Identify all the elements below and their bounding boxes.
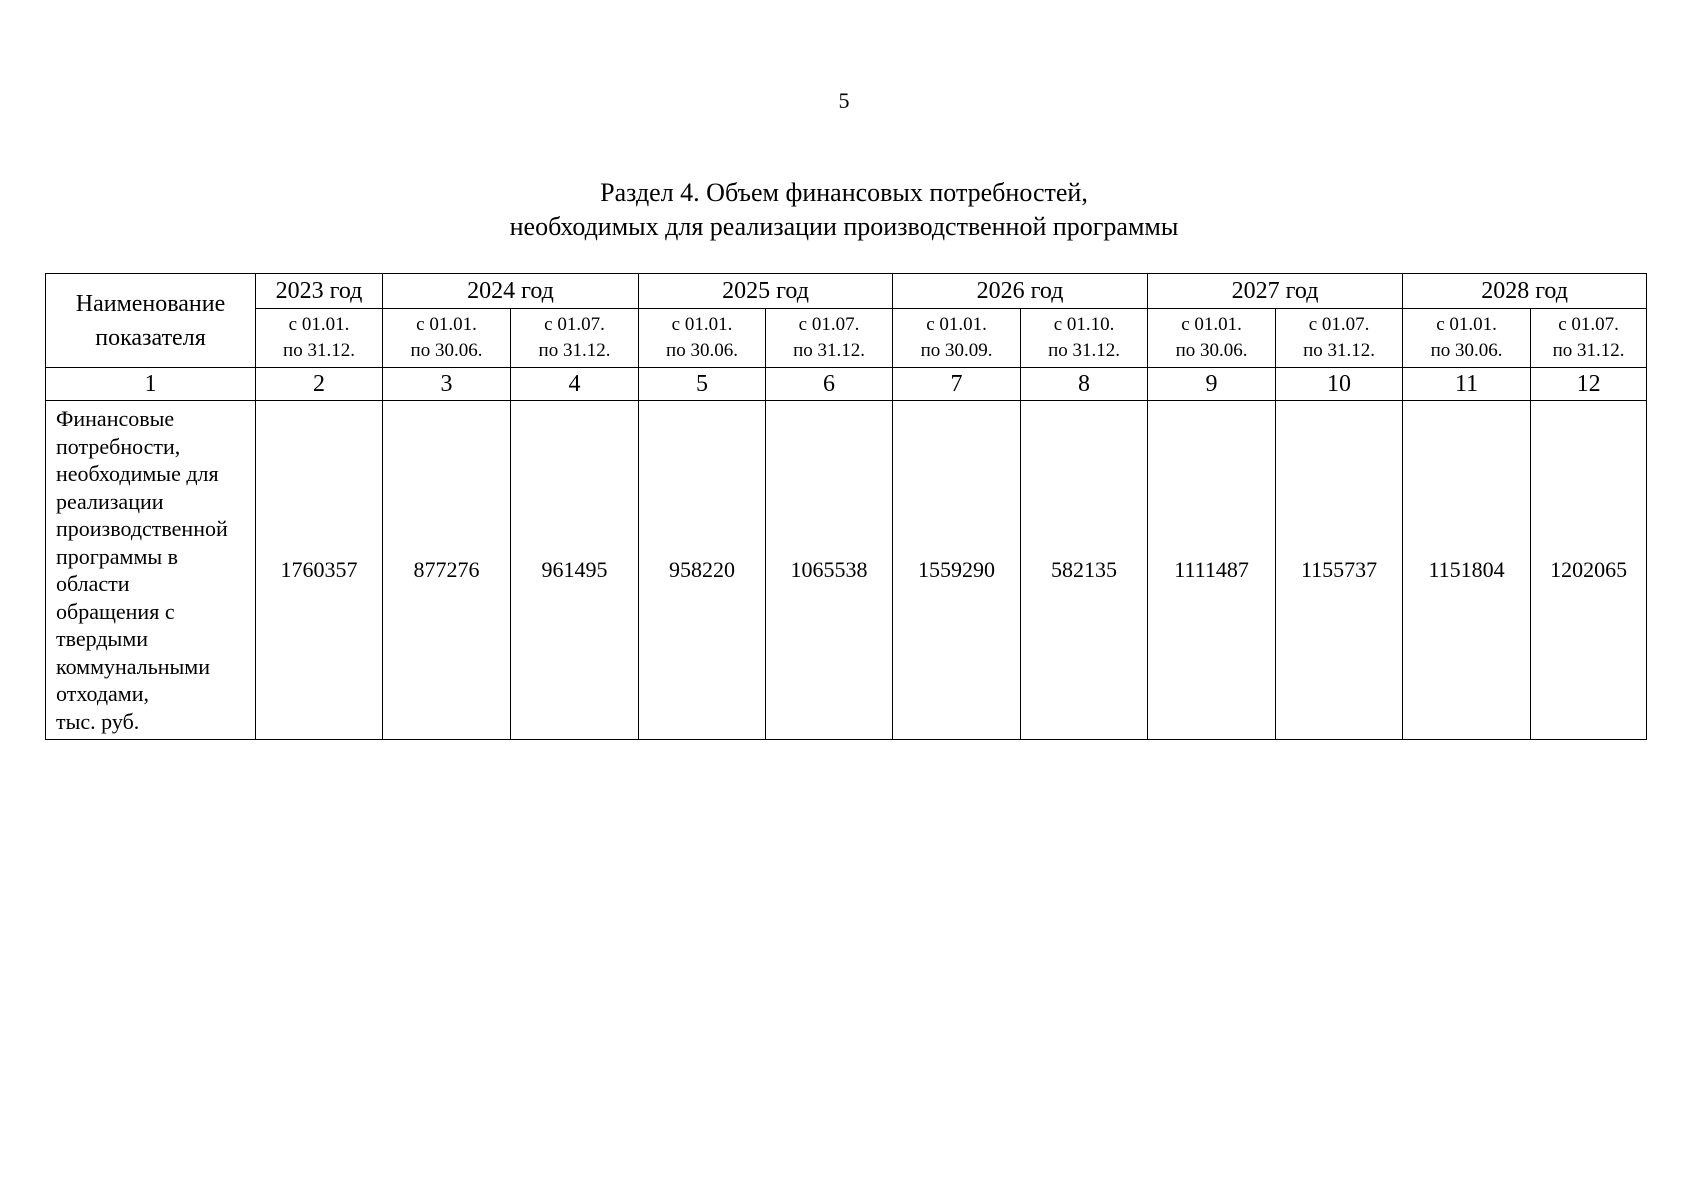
- column-number: 7: [893, 368, 1021, 401]
- indicator-name-header-line-2: показателя: [95, 324, 206, 351]
- period-header-cell: [893, 309, 1021, 368]
- year-header-2025: 2025 год: [639, 274, 893, 309]
- table-row: [46, 401, 1647, 740]
- indicator-line: тыс. руб.: [56, 708, 140, 734]
- column-number: 5: [639, 368, 766, 401]
- value-cell: 1151804: [1403, 401, 1531, 740]
- column-number: 1: [46, 368, 256, 401]
- period-end: по 30.06.: [1175, 340, 1248, 361]
- period-end: по 31.12.: [283, 340, 355, 361]
- indicator-line: коммунальными: [56, 653, 210, 679]
- period-end: по 31.12.: [538, 340, 611, 361]
- year-header-2026: 2026 год: [893, 274, 1148, 309]
- column-number: 8: [1021, 368, 1148, 401]
- period-header-cell: [766, 309, 893, 368]
- column-number: 9: [1148, 368, 1276, 401]
- period-start: с 01.10.: [1053, 314, 1115, 335]
- period-start: с 01.07.: [798, 314, 860, 335]
- value-cell: 877276: [383, 401, 511, 740]
- column-number: 4: [511, 368, 639, 401]
- column-number: 11: [1403, 368, 1531, 401]
- indicator-name-header-line-1: Наименование: [75, 290, 226, 317]
- value-cell: 1155737: [1276, 401, 1403, 740]
- period-start: с 01.07.: [544, 314, 605, 335]
- section-title-line-2: необходимых для реализации производственной программы: [509, 212, 1179, 241]
- period-end: по 30.06.: [666, 340, 738, 361]
- column-number: 10: [1276, 368, 1403, 401]
- column-number: 6: [766, 368, 893, 401]
- indicator-name-header: [46, 274, 256, 368]
- period-header-cell: [1021, 309, 1148, 368]
- period-header-cell: [1531, 309, 1647, 368]
- value-cell: 1065538: [766, 401, 893, 740]
- column-number: 2: [256, 368, 383, 401]
- period-header-cell: [1403, 309, 1531, 368]
- period-start: с 01.07.: [1558, 314, 1619, 335]
- period-start: с 01.01.: [416, 314, 477, 335]
- page-number: 5: [838, 88, 850, 113]
- period-end: по 30.09.: [920, 340, 993, 361]
- period-header-cell: [639, 309, 766, 368]
- indicator-line: области: [56, 571, 130, 596]
- period-start: с 01.01.: [1436, 314, 1497, 335]
- year-header-2024: 2024 год: [383, 274, 639, 309]
- value-cell: 1760357: [256, 401, 383, 740]
- period-header-row: [46, 309, 1647, 368]
- indicator-line: реализации: [56, 488, 164, 514]
- indicator-line: твердыми: [56, 626, 149, 651]
- period-end: по 31.12.: [793, 340, 865, 361]
- indicator-line: необходимые для: [56, 461, 219, 486]
- indicator-line: производственной: [56, 516, 228, 541]
- period-end: по 31.12.: [1303, 340, 1376, 361]
- period-header-cell: [383, 309, 511, 368]
- period-end: по 31.12.: [1552, 340, 1625, 361]
- value-cell: 958220: [639, 401, 766, 740]
- section-title-line-1: Раздел 4. Объем финансовых потребностей,: [600, 178, 1088, 207]
- period-start: с 01.01.: [926, 314, 987, 335]
- column-number-row: [46, 368, 1647, 401]
- period-start: с 01.07.: [1308, 314, 1370, 335]
- period-start: с 01.01.: [671, 314, 733, 335]
- indicator-line: потребности,: [56, 433, 181, 459]
- indicator-line: отходами,: [56, 681, 150, 706]
- indicator-line: Финансовые: [56, 406, 175, 431]
- value-cell: 1202065: [1531, 401, 1647, 740]
- indicator-line: обращения с: [56, 598, 175, 624]
- year-header-2028: 2028 год: [1403, 274, 1647, 309]
- value-cell: 1111487: [1148, 401, 1276, 740]
- period-header-cell: [256, 309, 383, 368]
- indicator-name-cell: [46, 401, 256, 740]
- section-title: [0, 176, 1688, 244]
- column-number: 12: [1531, 368, 1647, 401]
- value-cell: 961495: [511, 401, 639, 740]
- period-start: с 01.01.: [1181, 314, 1242, 335]
- year-header-row: [46, 274, 1647, 309]
- period-header-cell: [1276, 309, 1403, 368]
- period-header-cell: [1148, 309, 1276, 368]
- period-header-cell: [511, 309, 639, 368]
- value-cell: 1559290: [893, 401, 1021, 740]
- year-header-2023: 2023 год: [256, 274, 383, 309]
- year-header-2027: 2027 год: [1148, 274, 1403, 309]
- column-number: 3: [383, 368, 511, 401]
- period-end: по 31.12.: [1048, 340, 1120, 361]
- indicator-line: программы в: [56, 543, 179, 569]
- period-end: по 30.06.: [410, 340, 483, 361]
- value-cell: 582135: [1021, 401, 1148, 740]
- period-end: по 30.06.: [1430, 340, 1503, 361]
- period-start: с 01.01.: [288, 314, 350, 335]
- financial-needs-table: [45, 273, 1647, 740]
